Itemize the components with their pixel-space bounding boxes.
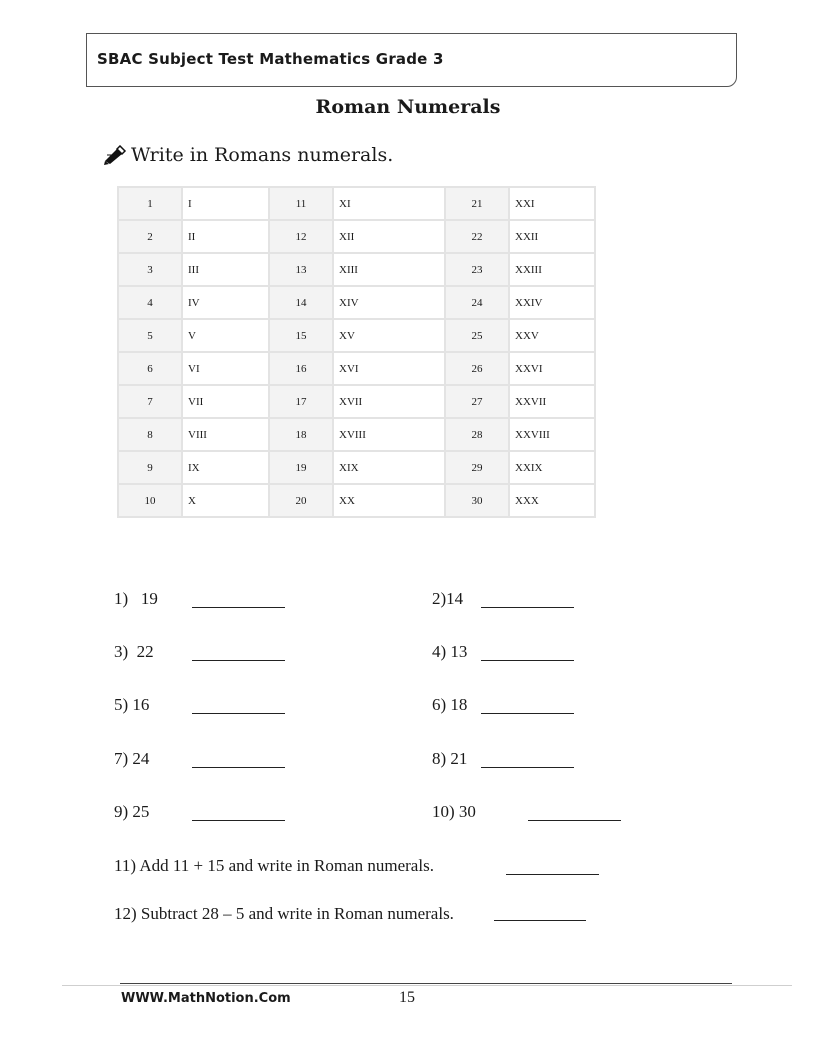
table-row xyxy=(118,352,595,385)
table-row xyxy=(118,286,595,319)
answer-blank-11[interactable] xyxy=(506,874,599,875)
roman-numeral-table xyxy=(117,186,596,518)
roman-cell: XII xyxy=(333,220,445,253)
footer-divider xyxy=(120,983,732,984)
number-cell: 7 xyxy=(118,385,182,418)
number-cell: 25 xyxy=(445,319,509,352)
question-7: 7) 24 xyxy=(114,749,150,768)
table-row xyxy=(118,484,595,517)
number-cell: 11 xyxy=(269,187,333,220)
roman-cell: XVII xyxy=(333,385,445,418)
roman-cell: XXVI xyxy=(509,352,595,385)
table-row xyxy=(118,319,595,352)
answer-blank-6[interactable] xyxy=(481,713,574,714)
number-cell: 2 xyxy=(118,220,182,253)
roman-cell: XXIV xyxy=(509,286,595,319)
roman-cell: V xyxy=(182,319,269,352)
number-cell: 10 xyxy=(118,484,182,517)
number-cell: 18 xyxy=(269,418,333,451)
question-6: 6) 18 xyxy=(432,695,468,714)
number-cell: 15 xyxy=(269,319,333,352)
number-cell: 27 xyxy=(445,385,509,418)
roman-cell: XXVII xyxy=(509,385,595,418)
table-row xyxy=(118,451,595,484)
question-3: 3) 22 xyxy=(114,642,154,661)
footer-divider-grey xyxy=(62,985,792,986)
answer-blank-2[interactable] xyxy=(481,607,574,608)
number-cell: 6 xyxy=(118,352,182,385)
roman-cell: XXIX xyxy=(509,451,595,484)
roman-cell: XXX xyxy=(509,484,595,517)
number-cell: 29 xyxy=(445,451,509,484)
roman-cell: IV xyxy=(182,286,269,319)
number-cell: 12 xyxy=(269,220,333,253)
answer-blank-3[interactable] xyxy=(192,660,285,661)
roman-cell: XXV xyxy=(509,319,595,352)
answer-blank-7[interactable] xyxy=(192,767,285,768)
roman-cell: II xyxy=(182,220,269,253)
number-cell: 14 xyxy=(269,286,333,319)
instruction-text: Write in Romans numerals. xyxy=(131,144,394,166)
table-row xyxy=(118,385,595,418)
page-title: Roman Numerals xyxy=(315,96,501,118)
question-9: 9) 25 xyxy=(114,802,150,821)
answer-blank-12[interactable] xyxy=(494,920,586,921)
roman-cell: XIII xyxy=(333,253,445,286)
number-cell: 3 xyxy=(118,253,182,286)
table-row xyxy=(118,253,595,286)
table-row xyxy=(118,187,595,220)
number-cell: 28 xyxy=(445,418,509,451)
number-cell: 23 xyxy=(445,253,509,286)
number-cell: 5 xyxy=(118,319,182,352)
number-cell: 20 xyxy=(269,484,333,517)
roman-cell: XX xyxy=(333,484,445,517)
answer-blank-9[interactable] xyxy=(192,820,285,821)
roman-cell: XIV xyxy=(333,286,445,319)
roman-cell: XIX xyxy=(333,451,445,484)
header-title: SBAC Subject Test Mathematics Grade 3 xyxy=(97,50,444,68)
number-cell: 30 xyxy=(445,484,509,517)
instruction xyxy=(103,144,393,166)
number-cell: 16 xyxy=(269,352,333,385)
answer-blank-4[interactable] xyxy=(481,660,574,661)
footer-site: WWW.MathNotion.Com xyxy=(121,991,291,1006)
number-cell: 19 xyxy=(269,451,333,484)
question-8: 8) 21 xyxy=(432,749,468,768)
roman-cell: XXVIII xyxy=(509,418,595,451)
page-number: 15 xyxy=(399,989,415,1006)
number-cell: 26 xyxy=(445,352,509,385)
number-cell: 13 xyxy=(269,253,333,286)
question-11: 11) Add 11 + 15 and write in Roman numerals. xyxy=(114,856,434,875)
roman-cell: XVI xyxy=(333,352,445,385)
roman-cell: XXII xyxy=(509,220,595,253)
number-cell: 9 xyxy=(118,451,182,484)
table-row xyxy=(118,418,595,451)
roman-cell: VI xyxy=(182,352,269,385)
roman-cell: IX xyxy=(182,451,269,484)
roman-cell: VIII xyxy=(182,418,269,451)
answer-blank-1[interactable] xyxy=(192,607,285,608)
roman-cell: I xyxy=(182,187,269,220)
roman-cell: XVIII xyxy=(333,418,445,451)
answer-blank-10[interactable] xyxy=(528,820,621,821)
answer-blank-5[interactable] xyxy=(192,713,285,714)
number-cell: 4 xyxy=(118,286,182,319)
table-row xyxy=(118,220,595,253)
number-cell: 21 xyxy=(445,187,509,220)
roman-cell: XV xyxy=(333,319,445,352)
roman-cell: X xyxy=(182,484,269,517)
number-cell: 8 xyxy=(118,418,182,451)
question-2: 2)14 xyxy=(432,589,464,608)
number-cell: 17 xyxy=(269,385,333,418)
question-4: 4) 13 xyxy=(432,642,468,661)
question-1: 1) 19 xyxy=(114,589,158,608)
question-12: 12) Subtract 28 – 5 and write in Roman numerals. xyxy=(114,904,454,923)
roman-cell: XXIII xyxy=(509,253,595,286)
number-cell: 22 xyxy=(445,220,509,253)
number-cell: 24 xyxy=(445,286,509,319)
roman-cell: VII xyxy=(182,385,269,418)
pencil-icon xyxy=(103,145,127,165)
number-cell: 1 xyxy=(118,187,182,220)
roman-cell: XXI xyxy=(509,187,595,220)
roman-cell: XI xyxy=(333,187,445,220)
header-box xyxy=(86,33,737,87)
question-5: 5) 16 xyxy=(114,695,150,714)
answer-blank-8[interactable] xyxy=(481,767,574,768)
question-10: 10) 30 xyxy=(432,802,476,821)
roman-cell: III xyxy=(182,253,269,286)
